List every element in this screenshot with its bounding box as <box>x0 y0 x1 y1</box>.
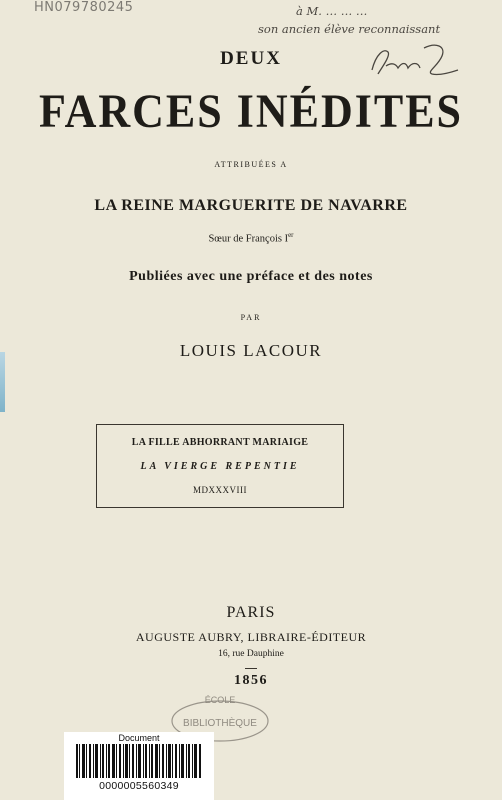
by-label: PAR <box>240 313 262 322</box>
shelfmark: HN079780245 <box>34 0 134 15</box>
contents-title-2: LA VIERGE REPENTIE <box>140 461 300 472</box>
barcode-icon <box>76 744 202 782</box>
barcode-caption: Document <box>118 733 160 743</box>
contents-title-1: LA FILLE ABHORRANT MARIAIGE <box>131 437 309 448</box>
stamp-top-text: ÉCOLE <box>204 695 236 705</box>
imprint-publisher: AUGUSTE AUBRY, LIBRAIRE-ÉDITEUR <box>135 630 367 644</box>
edition-note: Publiées avec une préface et des notes <box>129 269 373 284</box>
stamp-bottom-text: BIBLIOTHÈQUE <box>183 718 257 729</box>
barcode-label <box>64 732 214 800</box>
subject-relation-superscript: er <box>288 231 294 239</box>
title-line-1: DEUX <box>220 48 282 69</box>
barcode-number: 0000005560349 <box>99 780 179 792</box>
imprint-address: 16, rue Dauphine <box>218 649 284 659</box>
dedication-line-2: son ancien élève reconnaissant <box>258 22 441 36</box>
subject-name: LA REINE MARGUERITE DE NAVARRE <box>94 197 408 214</box>
imprint-year: 1856 <box>234 673 268 688</box>
subject-relation <box>0 231 502 245</box>
author-name: LOUIS LACOUR <box>179 341 323 360</box>
handwritten-dedication <box>258 2 498 38</box>
imprint-rule <box>245 668 257 669</box>
contents-box <box>96 424 344 508</box>
dedication-line-1: à M. … … … <box>296 4 368 18</box>
title-line-2: FARCES INÉDITES <box>38 85 464 138</box>
page-edge-mark <box>0 352 5 412</box>
imprint-city: PARIS <box>226 604 276 621</box>
subject-relation-text: Sœur de François I <box>208 233 289 245</box>
attribution-label: ATTRIBUÉES A <box>214 160 288 169</box>
contents-date: MDXXXVIII <box>193 485 247 495</box>
